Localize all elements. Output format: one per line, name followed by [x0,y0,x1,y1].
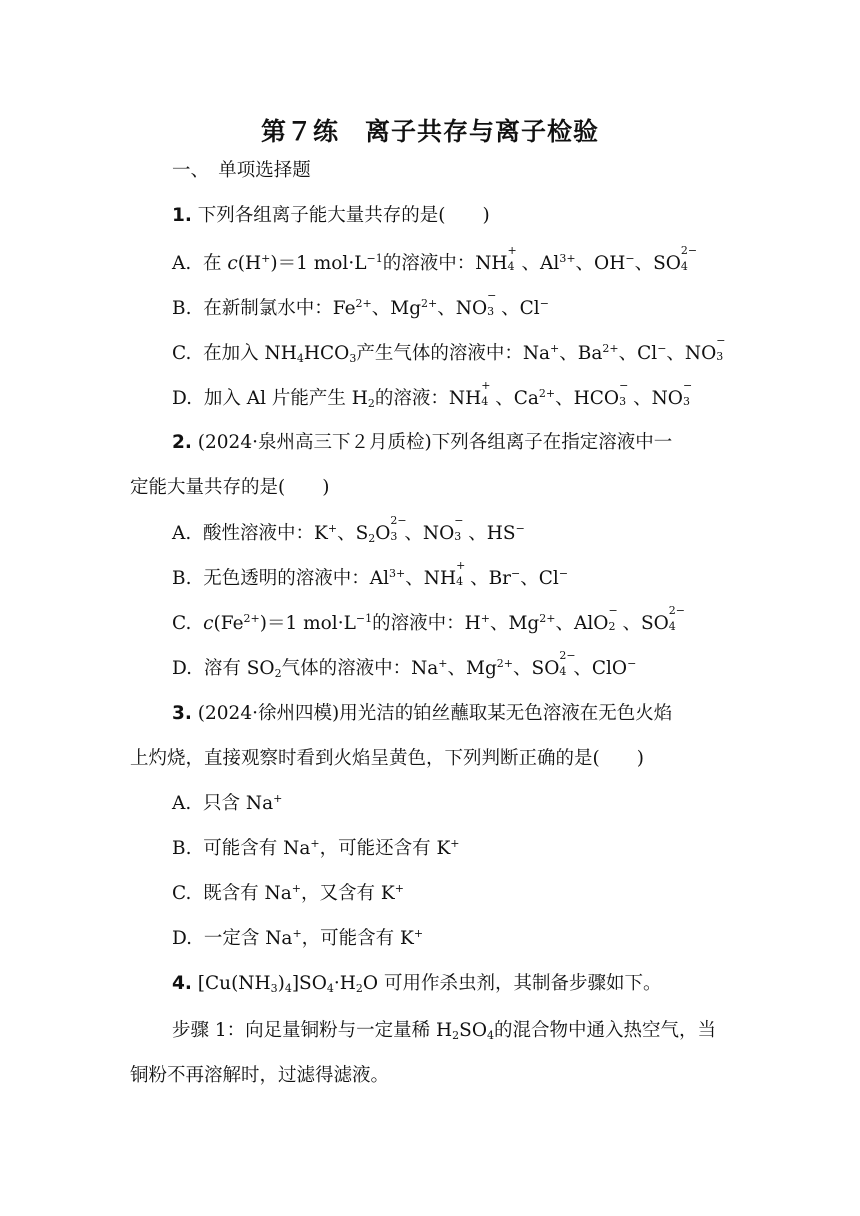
question-3-option-d: D. 一定含 Na+，可能含有 K+ [172,927,424,949]
question-number: 4. [172,973,192,994]
question-1-option-b: B. 在新制氯水中：$Fe^{2+}$、$Mg^{2+}$、NO − 3 、Cl− [172,289,549,319]
question-1-option-c: C. 在加入 $NH_4HCO_3$产生气体的溶液中：Na+、$Ba^{2+}$、Cl−、NO − 3 [172,334,726,365]
question-4-step-1: 步骤 1：向足量铜粉与一定量稀 $H_2SO_4$的混合物中通入热空气，当 [172,1020,717,1042]
question-2-stem-cont: 定能大量共存的是( ) [130,477,330,498]
question-2-option-d: D. 溶有 $SO_2$气体的溶液中：Na+、$Mg^{2+}$、SO 2− 4 、ClO− [172,649,637,680]
question-3-option-b: B. 可能含有 Na+，可能还含有 K+ [172,837,460,859]
question-4-stem: 4. $[Cu(NH_3)_4]SO_4\cdot H_2O$ 可用作杀虫剂，其制备步骤如下。 [172,973,662,995]
question-1-option-d: D. 加入 Al 片能产生 $H_2$的溶液：NH + 4 、$Ca^{2+}$、HCO − 3 、NO − 3 [172,379,693,410]
question-2-stem: 2. (2024·泉州高三下２月质检)下列各组离子在指定溶液中一 [172,432,673,453]
question-1-stem: 1. 下列各组离子能大量共存的是( ) [172,205,490,226]
page-title: 第７练 离子共存与离子检验 [260,117,599,146]
section-heading: 一、 单项选择题 [172,160,311,181]
question-3-option-a: A. 只含 Na+ [172,792,283,814]
question-number: 2. [172,432,192,453]
question-3-stem: 3. (2024·徐州四模)用光洁的铂丝蘸取某无色溶液在无色火焰 [172,703,673,724]
question-2-option-a: A. 酸性溶液中：K+、$S_2O$ 2− 3 、NO − 3 、HS− [172,514,525,545]
question-2-option-b: B. 无色透明的溶液中：$Al^{3+}$、NH + 4 、Br−、Cl− [172,559,569,589]
question-2-option-c: C. $c(Fe^{2+})=1$ $mol\cdot L^{-1}$的溶液中：H+、$Mg^{2+}$、AlO − 2 、SO 2− 4 [172,604,685,634]
question-1-option-a: A. 在 c(H+)＝1 $mol\cdot L^{-1}$的溶液中：NH + 4 、$Al^{3+}$、OH−、SO 2− 4 [172,244,698,274]
question-3-stem-cont: 上灼烧，直接观察时看到火焰呈黄色，下列判断正确的是( ) [130,748,644,769]
question-3-option-c: C. 既含有 Na+，又含有 K+ [172,882,404,904]
question-number: 3. [172,703,192,724]
question-4-step-1-cont: 铜粉不再溶解时，过滤得滤液。 [130,1065,390,1086]
question-number: 1. [172,205,192,226]
